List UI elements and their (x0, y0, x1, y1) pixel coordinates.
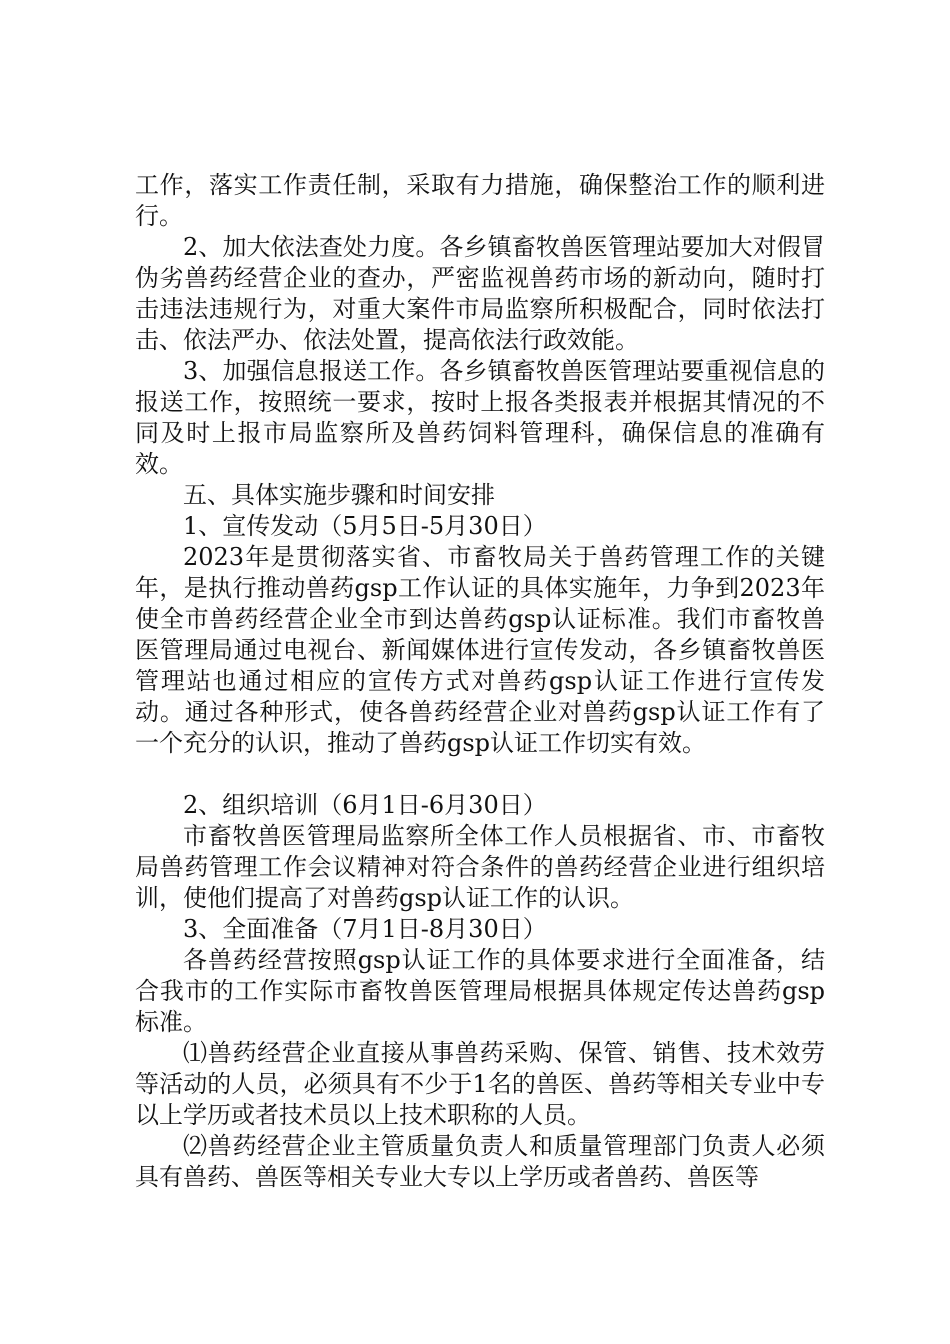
subheading-preparation: 3、全面准备（7月1日-8月30日） (183, 915, 547, 943)
paragraph-enforcement: 2、加大依法查处力度。各乡镇畜牧兽医管理站要加大对假冒伪劣兽药经营企业的查办，严密监视兽药市场的新动向，随时打击违法违规行为，对重大案件市局监察所积极配合，同时依法打击、依法严办、依法处置，提高依法行政效能。 (135, 233, 825, 354)
paragraph-preparation: 各兽药经营按照gsp认证工作的具体要求进行全面准备，结合我市的工作实际市畜牧兽医管理局根据具体规定传达兽药gsp标准。 (135, 946, 825, 1036)
paragraph-publicity: 2023年是贯彻落实省、市畜牧局关于兽药管理工作的关键年，是执行推动兽药gsp工作认证的具体实施年，力争到2023年使全市兽药经营企业全市到达兽药gsp认证标准。我们市畜牧兽医管理局通过电视台、新闻媒体进行宣传发动，各乡镇畜牧兽医管理站也通过相应的宣传方式对兽药gsp认证工作进行宣传发动。通过各种形式，使各兽药经营企业对兽药gsp认证工作有了一个充分的认识，推动了兽药gsp认证工作切实有效。 (135, 543, 825, 757)
list-item-quality-manager-requirement: ⑵兽药经营企业主管质量负责人和质量管理部门负责人必须具有兽药、兽医等相关专业大专以上学历或者兽药、兽医等 (135, 1132, 825, 1191)
subheading-training: 2、组织培训（6月1日-6月30日） (183, 791, 547, 819)
list-item-staff-requirement: ⑴兽药经营企业直接从事兽药采购、保管、销售、技术效劳等活动的人员，必须具有不少于1名的兽医、兽药等相关专业中专以上学历或者技术员以上技术职称的人员。 (135, 1039, 825, 1129)
document-body (135, 170, 825, 1193)
paragraph-training: 市畜牧兽医管理局监察所全体工作人员根据省、市、市畜牧局兽药管理工作会议精神对符合条件的兽药经营企业进行组织培训，使他们提高了对兽药gsp认证工作的认识。 (135, 822, 825, 912)
section-heading-steps: 五、具体实施步骤和时间安排 (183, 481, 495, 509)
paragraph-information-reporting: 3、加强信息报送工作。各乡镇畜牧兽医管理站要重视信息的报送工作，按照统一要求，按时上报各类报表并根据其情况的不同及时上报市局监察所及兽药饲料管理科，确保信息的准确有效。 (135, 357, 825, 478)
paragraph-continuation: 工作，落实工作责任制，采取有力措施，确保整治工作的顺利进行。 (135, 171, 825, 230)
subheading-publicity: 1、宣传发动（5月5日-5月30日） (183, 512, 547, 540)
